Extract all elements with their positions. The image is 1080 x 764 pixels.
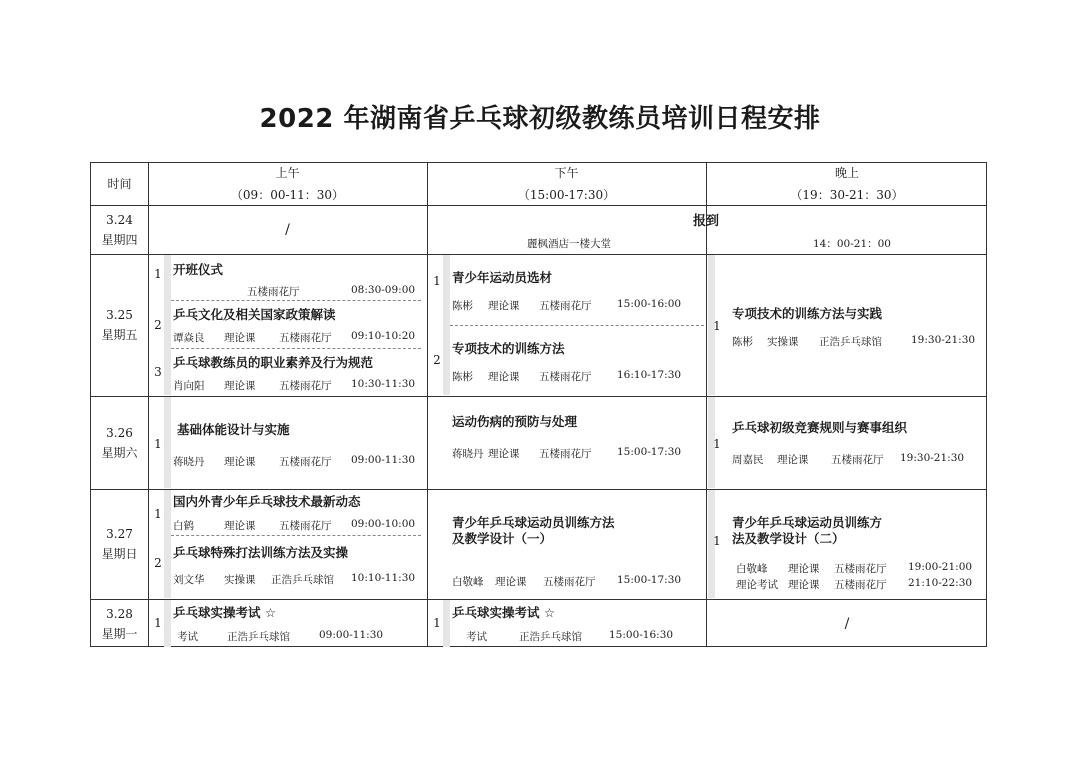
session-place: 五楼雨花厅 <box>279 520 332 532</box>
session-speaker: 考试 <box>466 631 487 643</box>
session-speaker: 白敬峰 <box>452 576 484 588</box>
session-number: 2 <box>154 556 162 570</box>
left-strip <box>443 600 450 647</box>
session-number: 1 <box>713 534 721 548</box>
left-strip <box>443 255 450 395</box>
session-speaker: 陈彬 <box>452 300 473 312</box>
row-divider <box>91 254 986 255</box>
session-number: 1 <box>154 616 162 630</box>
weekday-label: 星期四 <box>101 232 138 247</box>
d328-evening-cell <box>706 599 988 648</box>
session-type: 理论课 <box>788 579 820 591</box>
session-title: 专项技术的训练方法 <box>452 341 565 356</box>
session-time: 09:00-11:30 <box>351 454 416 466</box>
checkin-label: 报到 <box>693 214 720 229</box>
session-speaker: 蒋晓丹 <box>452 448 484 460</box>
session-speaker: 蒋晓丹 <box>173 456 205 468</box>
session-time: 09:10-10:20 <box>351 330 416 342</box>
session-speaker: 考试 <box>177 631 198 643</box>
empty-slash: / <box>285 221 290 238</box>
weekday-label: 星期五 <box>101 328 138 342</box>
session-speaker: 刘文华 <box>173 574 205 586</box>
session-title: 运动伤病的预防与处理 <box>452 414 578 429</box>
session-speaker: 陈彬 <box>732 336 753 348</box>
session-title: 乒乓球初级竞赛规则与赛事组织 <box>732 420 908 435</box>
session-place: 五楼雨花厅 <box>279 380 332 392</box>
row-divider <box>91 396 986 397</box>
session-number: 1 <box>154 267 162 281</box>
header-evening-label: 晚上 <box>834 166 859 180</box>
session-time: 15:00-16:30 <box>609 629 674 641</box>
session-speaker: 肖向阳 <box>173 380 205 392</box>
session-divider <box>171 535 421 536</box>
session-title: 乒乓球实操考试 ☆ <box>452 605 556 620</box>
weekday-label: 星期日 <box>101 547 138 561</box>
session-number: 2 <box>154 318 162 332</box>
left-strip <box>164 490 171 598</box>
session-place: 正浩乒乓球馆 <box>819 336 882 348</box>
session-type: 理论课 <box>224 456 256 468</box>
session-place: 五楼雨花厅 <box>539 300 592 312</box>
session-place: 五楼雨花厅 <box>539 371 592 383</box>
session-place: 五楼雨花厅 <box>539 448 592 460</box>
session-place: 正浩乒乓球馆 <box>271 574 334 586</box>
date-label: 3.24 <box>106 212 133 227</box>
session-speaker: 陈彬 <box>452 371 473 383</box>
session-title: 青少年运动员选材 <box>452 270 553 285</box>
checkin-time: 14：00-21：00 <box>813 238 891 250</box>
session-type: 实操课 <box>767 336 799 348</box>
page-title: 2022 年湖南省乒乓球初级教练员培训日程安排 <box>259 104 821 134</box>
session-time: 19:30-21:30 <box>911 334 976 346</box>
session-place: 五楼雨花厅 <box>279 332 332 344</box>
session-place: 五楼雨花厅 <box>279 456 332 468</box>
checkin-place: 麗枫酒店一楼大堂 <box>527 238 611 250</box>
session-time: 08:30-09:00 <box>351 284 416 296</box>
session-type: 理论课 <box>488 300 520 312</box>
session-type: 理论课 <box>788 563 820 575</box>
session-place: 正浩乒乓球馆 <box>227 631 290 643</box>
session-time: 10:30-11:30 <box>351 378 416 390</box>
session-title: 法及教学设计（二） <box>732 531 845 546</box>
header-time-label: 时间 <box>107 177 132 191</box>
session-title: 乒乓球教练员的职业素养及行为规范 <box>173 355 374 370</box>
session-title: 开班仪式 <box>173 262 224 277</box>
date-cell <box>91 489 148 599</box>
header-afternoon <box>427 163 706 205</box>
session-number: 1 <box>154 507 162 521</box>
weekday-label: 星期一 <box>101 626 138 641</box>
date-label: 3.27 <box>106 527 133 541</box>
col-divider <box>427 163 428 646</box>
col-divider <box>706 163 707 646</box>
session-divider <box>171 348 421 349</box>
session-place: 五楼雨花厅 <box>543 576 596 588</box>
session-title: 乒乓球特殊打法训练方法及实操 <box>173 545 349 560</box>
left-strip <box>164 255 171 395</box>
left-strip <box>164 600 171 647</box>
session-number: 2 <box>433 353 441 367</box>
left-strip <box>164 397 171 488</box>
session-title: 专项技术的训练方法与实践 <box>732 306 883 321</box>
session-divider <box>171 300 421 301</box>
session-time: 21:10-22:30 <box>908 577 973 589</box>
session-title: 及教学设计（一） <box>452 531 553 546</box>
session-place: 正浩乒乓球馆 <box>519 631 582 643</box>
session-place: 五楼雨花厅 <box>834 563 887 575</box>
session-time: 09:00-10:00 <box>351 518 416 530</box>
session-number: 1 <box>713 319 721 333</box>
session-time: 15:00-17:30 <box>617 446 682 458</box>
session-type: 理论课 <box>224 520 256 532</box>
header-time <box>91 163 148 205</box>
session-divider <box>450 325 704 326</box>
header-afternoon-range: （15:00-17:30） <box>517 188 616 202</box>
date-label: 3.25 <box>106 308 133 322</box>
session-place: 五楼雨花厅 <box>831 454 884 466</box>
session-time: 19:00-21:00 <box>908 561 973 573</box>
date-cell <box>91 205 148 254</box>
session-speaker: 周嘉民 <box>732 454 764 466</box>
date-cell <box>91 254 148 396</box>
session-type: 理论课 <box>488 448 520 460</box>
session-time: 15:00-16:00 <box>617 298 682 310</box>
header-morning <box>148 163 427 205</box>
session-speaker: 白敬峰 <box>736 563 768 575</box>
session-type: 实操课 <box>224 574 256 586</box>
header-afternoon-label: 下午 <box>554 166 579 180</box>
session-number: 1 <box>433 274 441 288</box>
d324-morning-cell <box>148 205 427 254</box>
header-evening-range: （19：30-21：30） <box>790 188 904 202</box>
session-speaker: 谭焱良 <box>173 332 205 344</box>
session-place: 五楼雨花厅 <box>247 286 300 298</box>
empty-slash: / <box>844 615 850 632</box>
session-time: 10:10-11:30 <box>351 572 416 584</box>
session-title: 青少年乒乓球运动员训练方法 <box>452 515 615 530</box>
session-title: 青少年乒乓球运动员训练方 <box>732 515 883 530</box>
session-title: 基础体能设计与实施 <box>177 422 290 437</box>
session-speaker: 理论考试 <box>736 579 778 591</box>
header-morning-range: （09：00-11：30） <box>230 188 345 202</box>
session-number: 1 <box>154 437 162 451</box>
session-time: 09:00-11:30 <box>319 629 384 641</box>
schedule-table <box>90 162 987 647</box>
row-divider <box>91 489 986 490</box>
session-title: 国内外青少年乒乓球技术最新动态 <box>173 494 361 509</box>
session-place: 五楼雨花厅 <box>834 579 887 591</box>
session-number: 1 <box>433 616 441 630</box>
header-morning-label: 上午 <box>275 166 300 180</box>
session-title: 乒乓文化及相关国家政策解读 <box>173 307 336 322</box>
date-label: 3.26 <box>106 425 133 440</box>
weekday-label: 星期六 <box>101 445 138 460</box>
session-speaker: 白鹤 <box>173 520 194 532</box>
date-label: 3.28 <box>106 606 133 621</box>
session-type: 理论课 <box>495 576 527 588</box>
session-type: 理论课 <box>488 371 520 383</box>
session-title: 乒乓球实操考试 ☆ <box>173 605 277 620</box>
session-type: 理论课 <box>224 332 256 344</box>
session-type: 理论课 <box>224 380 256 392</box>
session-type: 理论课 <box>777 454 809 466</box>
session-number: 1 <box>713 437 721 451</box>
session-number: 3 <box>154 365 162 379</box>
date-cell <box>91 599 148 648</box>
header-evening <box>706 163 988 205</box>
date-cell <box>91 396 148 489</box>
session-time: 16:10-17:30 <box>617 369 682 381</box>
session-time: 15:00-17:30 <box>617 574 682 586</box>
session-time: 19:30-21:30 <box>900 452 965 464</box>
